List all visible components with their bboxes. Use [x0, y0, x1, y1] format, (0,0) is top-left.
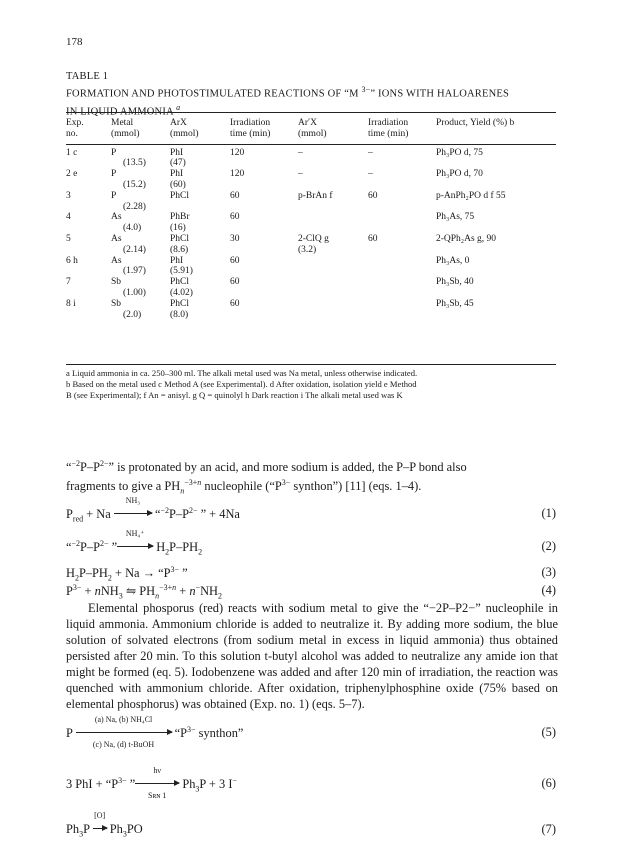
table-cell-blank — [368, 245, 436, 256]
table-cell-metal: P — [111, 190, 117, 201]
equation-1: $P_{red} + Na$ NH₃ “$^{-2}P-P^{2-}$ ” + 4Na (1) — [66, 496, 556, 524]
table-cell-arpx — [298, 277, 368, 288]
table-cell-blank — [436, 245, 556, 256]
table-row-sub — [66, 223, 556, 234]
eq5-condition-above: (a) Na, (b) NH₄Cl — [94, 715, 153, 725]
col-header: Metal (mmol) — [111, 118, 140, 139]
table-cell-arpx-mmol — [298, 223, 368, 234]
equation-4: $P^{3-} + nNH_3$ ⇋ $PH_n^{-3+n} + n^-NH_2$ (4) — [66, 583, 556, 601]
table-cell-arpx-mmol — [298, 158, 368, 169]
col-header: Product, Yield (%) b — [436, 118, 515, 128]
equation-number: (6) — [541, 776, 556, 790]
table-cell-arpx — [298, 256, 368, 267]
table-cell-product: Ph₃As, 0 — [436, 255, 470, 266]
col-header: Ar′X (mmol) — [298, 118, 327, 139]
table-cell-blank — [436, 223, 556, 234]
table-cell-arpx: – — [298, 147, 303, 158]
table-cell-metal: P — [111, 169, 117, 180]
table-row — [66, 212, 556, 223]
table-cell-metal: As — [111, 255, 122, 266]
table-cell-arpx: 2-ClQ g — [298, 233, 329, 244]
table-cell-arx: PhBr — [170, 212, 190, 223]
equation-number: (3) — [541, 565, 556, 579]
table-cell-blank — [66, 223, 111, 234]
equation-2: “$^{-2}P-P^{2-}$ ” NH₄⁺ $H_2P-PH_2$ (2) — [66, 529, 556, 557]
table-cell-blank — [230, 266, 298, 277]
equation-number: (7) — [541, 822, 556, 836]
table-cell-blank — [230, 310, 298, 321]
table-footnotes — [66, 368, 562, 401]
col-header: Exp. no. — [66, 118, 84, 139]
table-cell-arx: PhCl — [170, 190, 190, 201]
table-cell-arx-mmol: (60) — [170, 179, 186, 190]
table-cell-irr: 60 — [230, 298, 240, 309]
footnote-line: b Based on the metal used c Method A (see Experimental). d After oxidation, isolation yield e Method — [66, 379, 417, 389]
table-title-line1: FORMATION AND PHOTOSTIMULATED REACTIONS OF “M $^{3-}$” IONS WITH HALOARENES — [66, 85, 510, 100]
eq6-condition-below: Sʀɴ 1 — [148, 791, 167, 801]
equation-3: $H_2P-PH_2 + Na$ → “$P^{3-}$ ” (3) — [66, 565, 556, 583]
table-cell-exp: 7 — [66, 277, 71, 288]
table-row-sub — [66, 288, 556, 299]
table-cell-irr: 120 — [230, 169, 245, 180]
table-row-sub — [66, 266, 556, 277]
table-cell-arpx — [298, 212, 368, 223]
table-cell-blank — [368, 266, 436, 277]
table-cell-product: Ph₃PO d, 75 — [436, 147, 483, 158]
equation-number: (5) — [541, 725, 556, 739]
table-cell-arx-mmol: (8.6) — [170, 244, 189, 255]
table-cell-arpx-mmol — [298, 180, 368, 191]
table-cell-product: Ph₃Sb, 40 — [436, 277, 474, 288]
eq2-condition: NH₄⁺ — [125, 529, 145, 539]
table-cell-metal: Sb — [111, 298, 122, 309]
table-cell-irr2: – — [368, 147, 373, 158]
table-row — [66, 299, 556, 310]
table-cell-blank — [230, 180, 298, 191]
paragraph-1 — [66, 456, 558, 500]
table-caption — [66, 70, 509, 118]
table-cell-blank — [230, 202, 298, 213]
table-row-sub — [66, 245, 556, 256]
equation-6: 3 PhI + “$P^{3-}$ ” hν Sʀɴ 1 $Ph_3P + 3$ I− (6) — [66, 766, 556, 801]
table-cell-metal: Sb — [111, 277, 122, 288]
table-row — [66, 256, 556, 267]
table-cell-product: Ph₃Sb, 45 — [436, 298, 474, 309]
table-cell-irr2: 60 — [368, 233, 378, 244]
table-cell-arx: PhCl — [170, 233, 190, 244]
table-cell-blank — [66, 266, 111, 277]
page-number: 178 — [66, 36, 83, 48]
eq5-condition-below: (c) Na, (d) t-BuOH — [92, 740, 155, 750]
table-cell-irr2: 60 — [368, 190, 378, 201]
table-cell-metal-mmol: (4.0) — [123, 223, 142, 234]
table-cell-metal-mmol: (15.2) — [123, 179, 146, 190]
equation-7: $Ph_3P$ [O] $Ph_3PO$ (7) — [66, 811, 556, 839]
table-cell-blank — [368, 180, 436, 191]
table-cell-metal-mmol: (1.97) — [123, 266, 146, 277]
table-row-sub — [66, 310, 556, 321]
table-cell-blank — [436, 202, 556, 213]
table-row-sub — [66, 202, 556, 213]
table-cell-blank — [66, 288, 111, 299]
table-cell-product: Ph₃PO d, 70 — [436, 169, 483, 180]
table-cell-exp: 2 e — [66, 169, 78, 180]
paragraph-2: Elemental phosporus (red) reacts with sodium metal to give the “−2P–P2−” nucleophile in liquid ammonia. Ammonium chloride is added to neutralize it. By adding more sodium, the blue solution of solvated electrons (from sodium metal in excess in liquid ammonia) thus obtained persisted after 20 min. To this solution t-butyl alcohol was added to neutralize any amide ion that might be formed (eq. 5). Iodobenzene was added and after 120 min of irradiation, the reaction was quenched with ammonium chloride. After oxidation, triphenylphosphine oxide (75% based on elemental phosphorus) was obtained (Exp. no. 1) (eqs. 5–7). — [66, 601, 558, 711]
table-cell-blank — [436, 180, 556, 191]
table-cell-arx: PhI — [170, 147, 184, 158]
table-row — [66, 234, 556, 245]
equation-number: (4) — [541, 583, 556, 597]
table-cell-metal-mmol: (13.5) — [123, 158, 146, 169]
table-cell-blank — [368, 202, 436, 213]
table-row-sub — [66, 180, 556, 191]
eq6-condition-above: hν — [153, 766, 162, 776]
table-cell-blank — [436, 158, 556, 169]
table-cell-arx-mmol: (47) — [170, 158, 186, 169]
table-cell-arpx: – — [298, 169, 303, 180]
eq7-condition: [O] — [94, 811, 106, 820]
table-cell-metal: As — [111, 233, 122, 244]
table-header-row — [66, 118, 556, 140]
table-cell-metal-mmol: (2.14) — [123, 244, 146, 255]
table-cell-irr2 — [368, 299, 436, 310]
table-cell-arpx — [298, 299, 368, 310]
equation-number: (2) — [541, 539, 556, 553]
equation-5: P (a) Na, (b) NH₄Cl (c) Na, (d) t-BuOH “$P^{3-}$ synthon” (5) — [66, 715, 556, 750]
table-cell-blank — [230, 158, 298, 169]
table-cell-arx-mmol: (5.91) — [170, 266, 193, 277]
table-cell-exp: 4 — [66, 212, 71, 223]
table-cell-product: 2-QPh₂As g, 90 — [436, 233, 497, 244]
table-cell-irr: 60 — [230, 212, 240, 223]
col-header: ArX (mmol) — [170, 118, 199, 139]
col-header: Irradiation time (min) — [230, 118, 271, 139]
paragraph-1-line2: fragments to give a $PH_n^{-3+n}$ nucleophile (“$P^{3-}$ synthon”) [11] (eqs. 1–4). — [66, 478, 422, 496]
table-cell-blank — [368, 310, 436, 321]
table-cell-arpx-mmol — [298, 202, 368, 213]
footnote-line: B (see Experimental); f An = anisyl. g Q = quinolyl h Dark reaction i The alkali metal used was K — [66, 390, 403, 400]
table-cell-blank — [230, 223, 298, 234]
table-cell-blank — [436, 310, 556, 321]
paragraph-1-line1: “$^{-2}P-P^{2-}$” is protonated by an acid, and more sodium is added, the P–P bond also — [66, 459, 467, 475]
table-cell-irr: 60 — [230, 190, 240, 201]
table-cell-arx: PhI — [170, 255, 184, 266]
table-cell-irr2 — [368, 256, 436, 267]
table-row — [66, 191, 556, 202]
table-row — [66, 169, 556, 180]
table-cell-arpx-mmol — [298, 310, 368, 321]
eq1-condition: NH₃ — [125, 496, 141, 506]
table-cell-irr2 — [368, 212, 436, 223]
table-cell-arx-mmol: (16) — [170, 223, 186, 234]
table-label: TABLE 1 — [66, 71, 109, 82]
footnote-line: a Liquid ammonia in ca. 250–300 ml. The alkali metal used was Na metal, unless otherwise indicated. — [66, 368, 418, 378]
table-row — [66, 277, 556, 288]
table-cell-metal: As — [111, 212, 122, 223]
table-cell-exp: 6 h — [66, 255, 78, 266]
table-cell-exp: 8 i — [66, 298, 76, 309]
equation-number: (1) — [541, 506, 556, 520]
table-cell-irr2: – — [368, 169, 373, 180]
table-cell-arx: PhCl — [170, 277, 190, 288]
table-row — [66, 148, 556, 159]
table-cell-blank — [368, 288, 436, 299]
table-cell-arpx-mmol: (3.2) — [298, 244, 317, 255]
table-cell-blank — [368, 223, 436, 234]
table-cell-arx-mmol: (8.0) — [170, 309, 189, 320]
table-cell-product: p-AnPh₂PO d f 55 — [436, 190, 506, 201]
table-cell-metal-mmol: (2.0) — [123, 309, 142, 320]
table-cell-metal: P — [111, 147, 117, 158]
table-cell-metal-mmol: (2.28) — [123, 201, 146, 212]
table-row-sub — [66, 158, 556, 169]
table-cell-exp: 5 — [66, 233, 71, 244]
col-header: Irradiation time (min) — [368, 118, 409, 139]
table-cell-irr: 60 — [230, 277, 240, 288]
table-cell-blank — [436, 288, 556, 299]
table-top-rule — [66, 112, 556, 113]
table-cell-arx-mmol: (4.02) — [170, 287, 193, 298]
table-cell-blank — [230, 288, 298, 299]
table-cell-arx-mmol — [170, 202, 230, 213]
table-cell-blank — [66, 180, 111, 191]
table-cell-exp: 3 — [66, 190, 71, 201]
table-cell-blank — [436, 266, 556, 277]
table-cell-arpx: p-BrAn f — [298, 190, 333, 201]
table-cell-irr2 — [368, 277, 436, 288]
table-cell-irr: 120 — [230, 147, 245, 158]
table-cell-arx: PhCl — [170, 298, 190, 309]
table-cell-blank — [66, 310, 111, 321]
table-cell-metal-mmol: (1.00) — [123, 287, 146, 298]
table-cell-arpx-mmol — [298, 288, 368, 299]
table-cell-irr: 30 — [230, 233, 240, 244]
table-cell-blank — [66, 202, 111, 213]
table-cell-blank — [66, 158, 111, 169]
table-cell-irr: 60 — [230, 255, 240, 266]
table-cell-product: Ph₃As, 75 — [436, 212, 475, 223]
table-cell-blank — [230, 245, 298, 256]
table-title-line2: IN LIQUID AMMONIA $^a$ — [66, 102, 181, 117]
table-cell-arx: PhI — [170, 169, 184, 180]
table-bottom-rule — [66, 364, 556, 365]
table-cell-arpx-mmol — [298, 266, 368, 277]
table-cell-exp: 1 c — [66, 147, 78, 158]
table-cell-blank — [66, 245, 111, 256]
results-table — [66, 118, 556, 320]
table-cell-blank — [368, 158, 436, 169]
